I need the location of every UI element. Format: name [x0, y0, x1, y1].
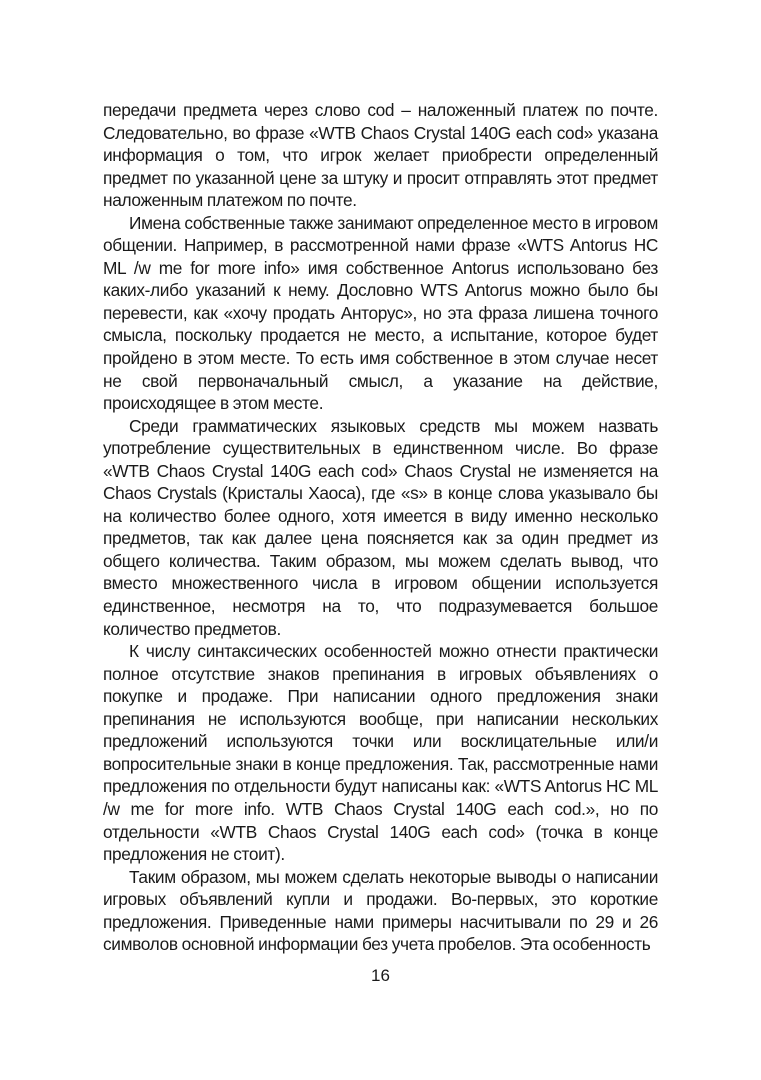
paragraph-5: Таким образом, мы можем сделать некоторые выводы о написании игровых объявлений купли и продажи. Во-первых, это короткие предложения. Приведенные нами примеры насчитывали по 29 и 26 символов основной информации без учета пробелов. Эта особенность — [103, 866, 658, 955]
paragraph-3: Среди грамматических языковых средств мы можем назвать употребление существительных в единственном числе. Во фразе «WTB Chaos Crystal 140G each cod» Chaos Crystal не изменяется на Chaos Crystals (Кристалы Хаоса), где «s» в конце слова указывало бы на количество более одного, хотя имеется в виду именно несколько предметов, так как далее цена поясняется как за один предмет из общего количества. Таким образом, мы можем сделать вывод, что вместо множественного числа в игровом общении используется единственное, несмотря на то, что подразумевается большое количество предметов. — [103, 415, 658, 639]
page-number: 16 — [371, 966, 390, 985]
paragraph-2: Имена собственные также занимают определенное место в игровом общении. Например, в рассмотренной нами фразе «WTS Antorus HC ML /w me for more info» имя собственное Antorus использовано без каких-либо указаний к нему. Дословно WTS Antorus можно было бы перевести, как «хочу продать Анторус», но эта фраза лишена точного смысла, поскольку продается не место, а испытание, которое будет пройдено в этом месте. То есть имя собственное в этом случае несет не свой первоначальный смысл, а указание на действие, происходящее в этом месте. — [103, 212, 658, 414]
paragraph-1: передачи предмета через слово cod – наложенный платеж по почте. Следовательно, во фразе «WTB Chaos Crystal 140G each cod» указана информация о том, что игрок желает приобрести определенный предмет по указанной цене за штуку и просит отправлять этот предмет наложенным платежом по почте. — [103, 100, 658, 211]
paragraph-4: К числу синтаксических особенностей можно отнести практически полное отсутствие знаков препинания в игровых объявлениях о покупке и продаже. При написании одного предложения знаки препинания не используются вообще, при написании нескольких предложений используются точки или восклицательные или/и вопросительные знаки в конце предложения. Так, рассмотренные нами предложения по отдельности будут написаны как: «WTS Antorus HC ML /w me for more info. WTB Chaos Crystal 140G each cod.», но по отдельности «WTB Chaos Crystal 140G each cod» (точка в конце предложения не стоит). — [103, 641, 658, 865]
page-body — [103, 99, 658, 956]
